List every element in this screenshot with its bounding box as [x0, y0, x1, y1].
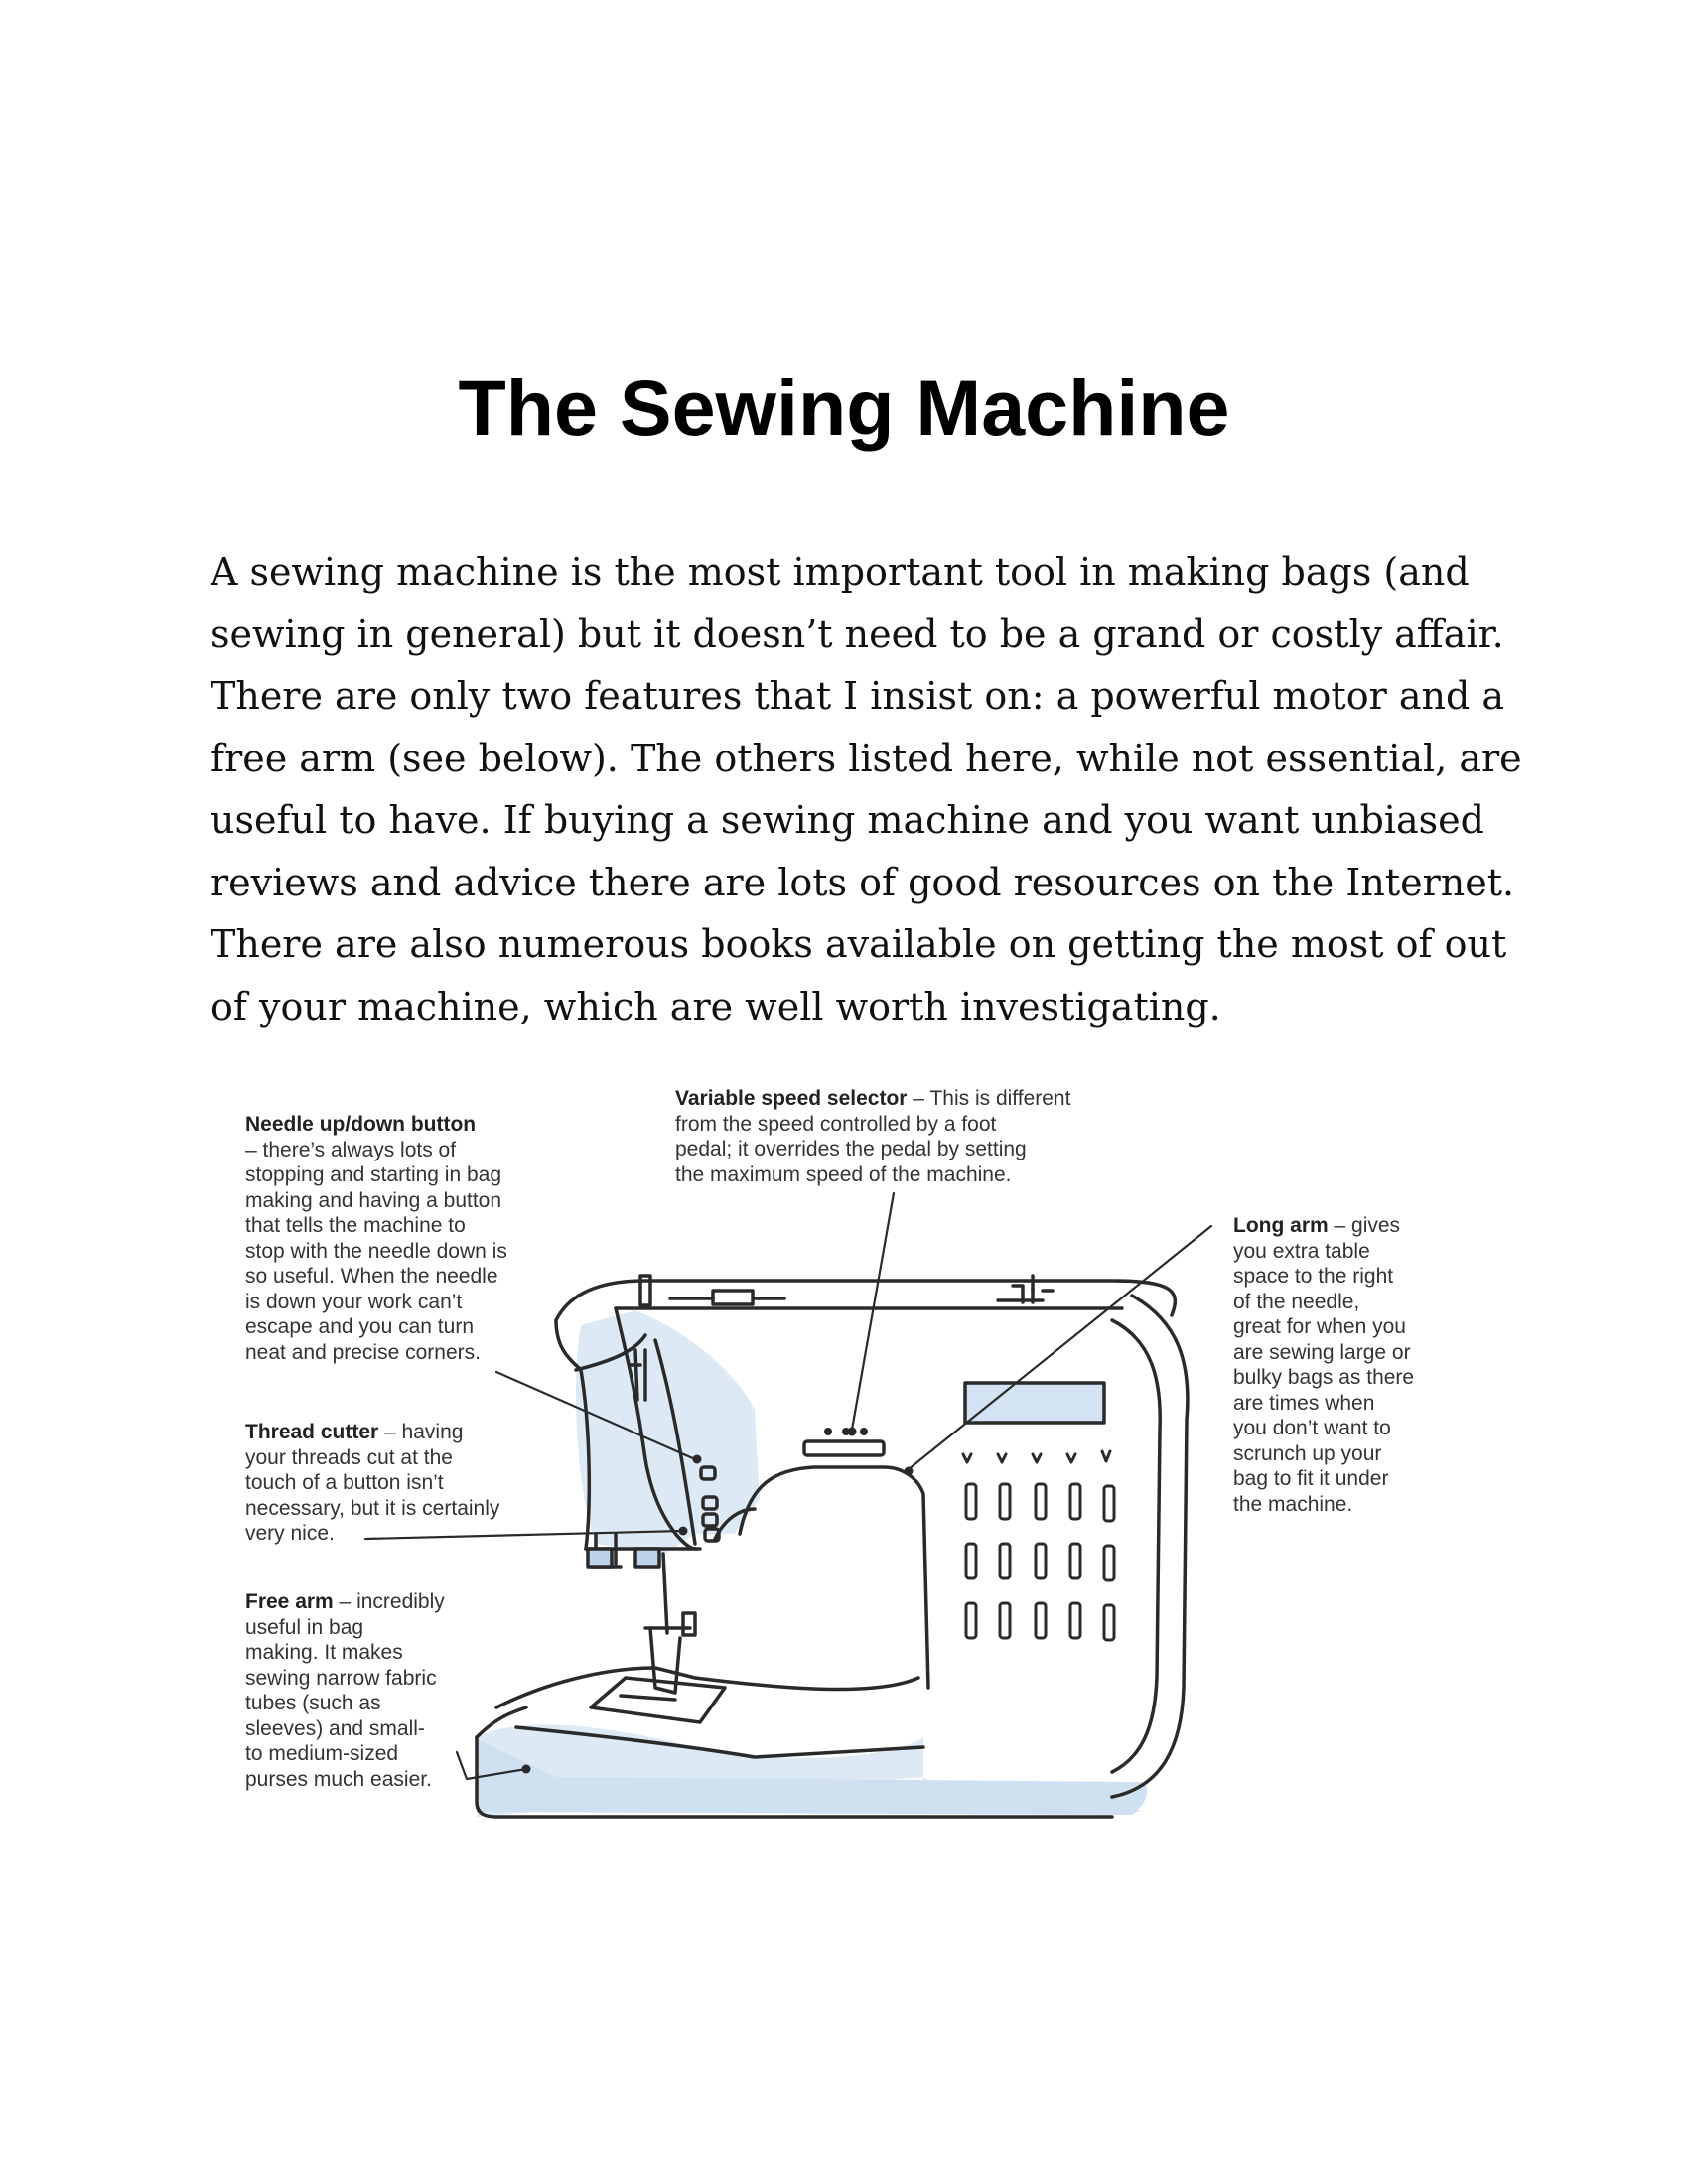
intro-line: There are also numerous books available on getting the most of out: [211, 922, 1507, 966]
callout-label: Thread cutter: [245, 1421, 379, 1443]
callout-speed-selector: Variable speed selector – This is different from the speed controlled by a foot pedal; it overrides the pedal by setting the maximum speed of the machine.: [675, 1087, 1071, 1186]
stitch-selector-buttons: [963, 1451, 1114, 1640]
leader-long-arm: [909, 1226, 1211, 1469]
machine-body-inner-right: [1112, 1320, 1160, 1772]
speed-indicator-dot: [860, 1428, 868, 1435]
leader-dot: [693, 1455, 702, 1464]
needle-plate: [591, 1678, 725, 1722]
speed-slider: [804, 1441, 884, 1455]
callout-label: Long arm: [1233, 1214, 1329, 1237]
display-tint: [965, 1383, 1104, 1423]
callout-thread-cutter: Thread cutter – having your threads cut at the touch of a button isn’t necessary, but it is certainly very nice.: [245, 1421, 500, 1545]
leader-dot: [848, 1428, 857, 1436]
speed-indicator-dot: [824, 1428, 832, 1435]
intro-line: There are only two features that I insist on: a powerful motor and a: [211, 674, 1505, 718]
callout-needle-button: Needle up/down button – there’s always lots of stopping and starting in bag making and having a button that tells the machine to stop with the needle down is so useful. When the needle is down your work can’t escape and you can turn neat and precise corners.: [245, 1113, 507, 1364]
spool-pin-right: [998, 1286, 1053, 1302]
arm-opening: [740, 1467, 928, 1688]
leader-speed-selector: [852, 1193, 894, 1430]
head-button-right: [635, 1549, 659, 1567]
needle-plate-slot: [621, 1696, 675, 1700]
intro-line: reviews and advice there are lots of good resources on the Internet.: [211, 860, 1515, 904]
thread-guide-top: [713, 1291, 753, 1304]
needle-clamp: [683, 1613, 695, 1635]
intro-line: free arm (see below). The others listed here, while not essential, are: [211, 736, 1522, 780]
leader-dot: [522, 1765, 531, 1774]
callout-label: Needle up/down button: [245, 1113, 477, 1136]
needle-bar: [663, 1554, 667, 1633]
callout-free-arm: Free arm – incredibly useful in bag making. It makes sewing narrow fabric tubes (such as sleeves) and small- to medium-sized purses much easier.: [245, 1590, 445, 1791]
intro-line: sewing in general) but it doesn’t need to be a grand or costly affair.: [211, 612, 1504, 656]
callout-label: Variable speed selector: [675, 1087, 908, 1110]
callout-long-arm: Long arm – gives you extra table space to the right of the needle, great for when you are sewing large or bulky bags as there are times when you don’t want to scrunch up your bag to fit it under the machine.: [1233, 1214, 1415, 1516]
intro-line: A sewing machine is the most important tool in making bags (and: [211, 550, 1470, 594]
leader-dot: [905, 1467, 914, 1476]
head-button-left: [588, 1549, 612, 1567]
intro-line: of your machine, which are well worth investigating.: [211, 984, 1221, 1028]
leader-dot: [679, 1527, 688, 1536]
callout-label: Free arm: [245, 1590, 334, 1613]
page-title: The Sewing Machine: [458, 363, 1230, 452]
intro-line: useful to have. If buying a sewing machine and you want unbiased: [211, 798, 1484, 842]
